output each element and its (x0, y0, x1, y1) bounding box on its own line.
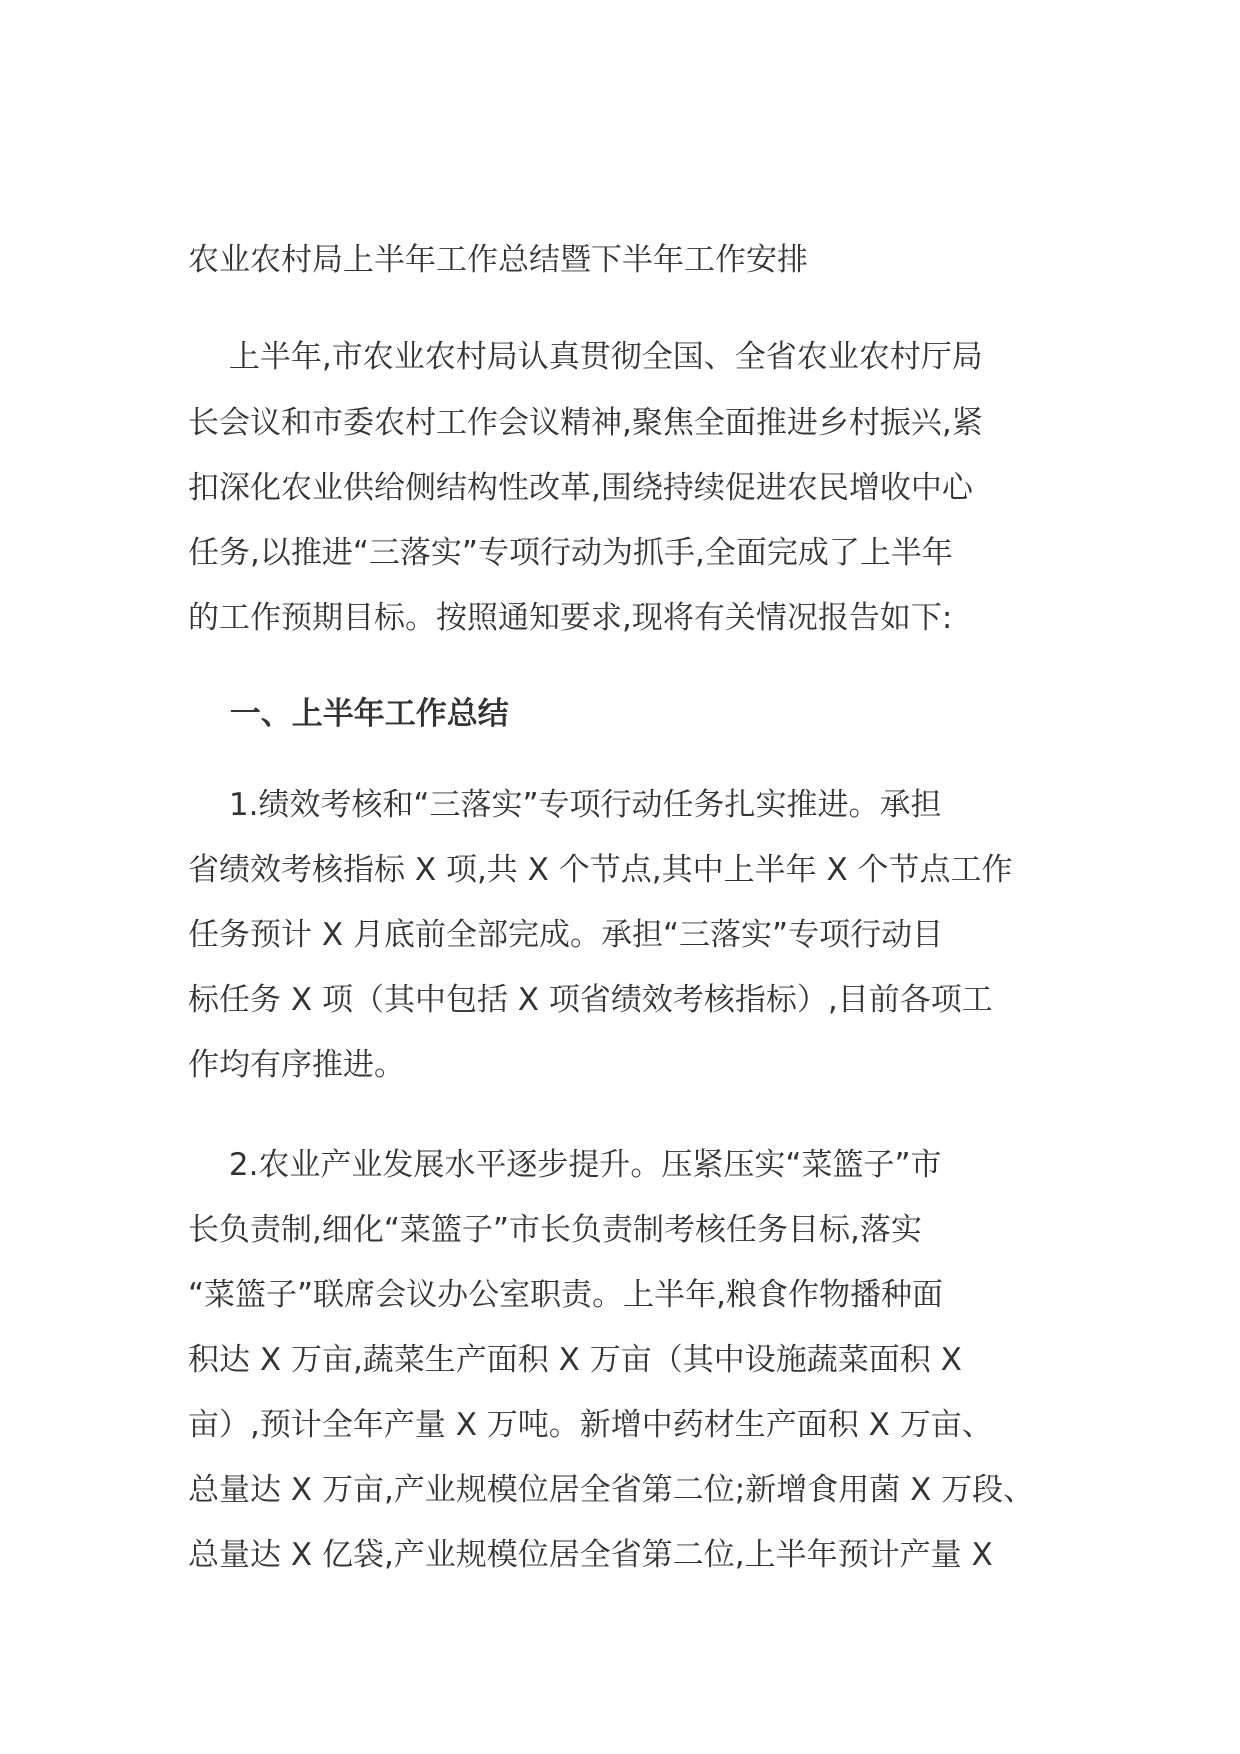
item1-line: 作均有序推进。 (188, 1047, 405, 1083)
intro-line: 扣深化农业供给侧结构性改革,围绕持续促进农民增收中心 (188, 470, 973, 506)
item2-line: 总量达 X 万亩,产业规模位居全省第二位;新增食用菌 X 万段、 (188, 1472, 1035, 1508)
section-heading: 一、上半年工作总结 (188, 696, 509, 732)
intro-line: 长会议和市委农村工作会议精神,聚焦全面推进乡村振兴,紧 (188, 405, 983, 441)
item2-line: 亩）,预计全年产量 X 万吨。新增中药材生产面积 X 万亩、 (188, 1407, 993, 1443)
item1-line: 省绩效考核指标 X 项,共 X 个节点,其中上半年 X 个节点工作 (188, 852, 1013, 888)
item1-line: 1.绩效考核和“三落实”专项行动任务扎实推进。承担 (188, 787, 942, 823)
intro-line: 任务,以推进“三落实”专项行动为抓手,全面完成了上半年 (188, 535, 953, 571)
item1-line: 任务预计 X 月底前全部完成。承担“三落实”专项行动目 (188, 917, 944, 953)
item2-line: 积达 X 万亩,蔬菜生产面积 X 万亩（其中设施蔬菜面积 X (188, 1342, 962, 1378)
intro-line: 上半年,市农业农村局认真贯彻全国、全省农业农村厅局 (188, 339, 983, 375)
item2-line: 长负责制,细化“菜篮子”市长负责制考核任务目标,落实 (188, 1212, 922, 1248)
item2-line: “菜篮子”联席会议办公室职责。上半年,粮食作物播种面 (188, 1277, 943, 1313)
intro-line: 的工作预期目标。按照通知要求,现将有关情况报告如下: (188, 600, 953, 636)
document-title: 农业农村局上半年工作总结暨下半年工作安排 (188, 242, 808, 278)
item2-line: 2.农业产业发展水平逐步提升。压紧压实“菜篮子”市 (188, 1147, 942, 1183)
item1-line: 标任务 X 项（其中包括 X 项省绩效考核指标）,目前各项工 (188, 982, 993, 1018)
item2-line: 总量达 X 亿袋,产业规模位居全省第二位,上半年预计产量 X (188, 1537, 993, 1573)
